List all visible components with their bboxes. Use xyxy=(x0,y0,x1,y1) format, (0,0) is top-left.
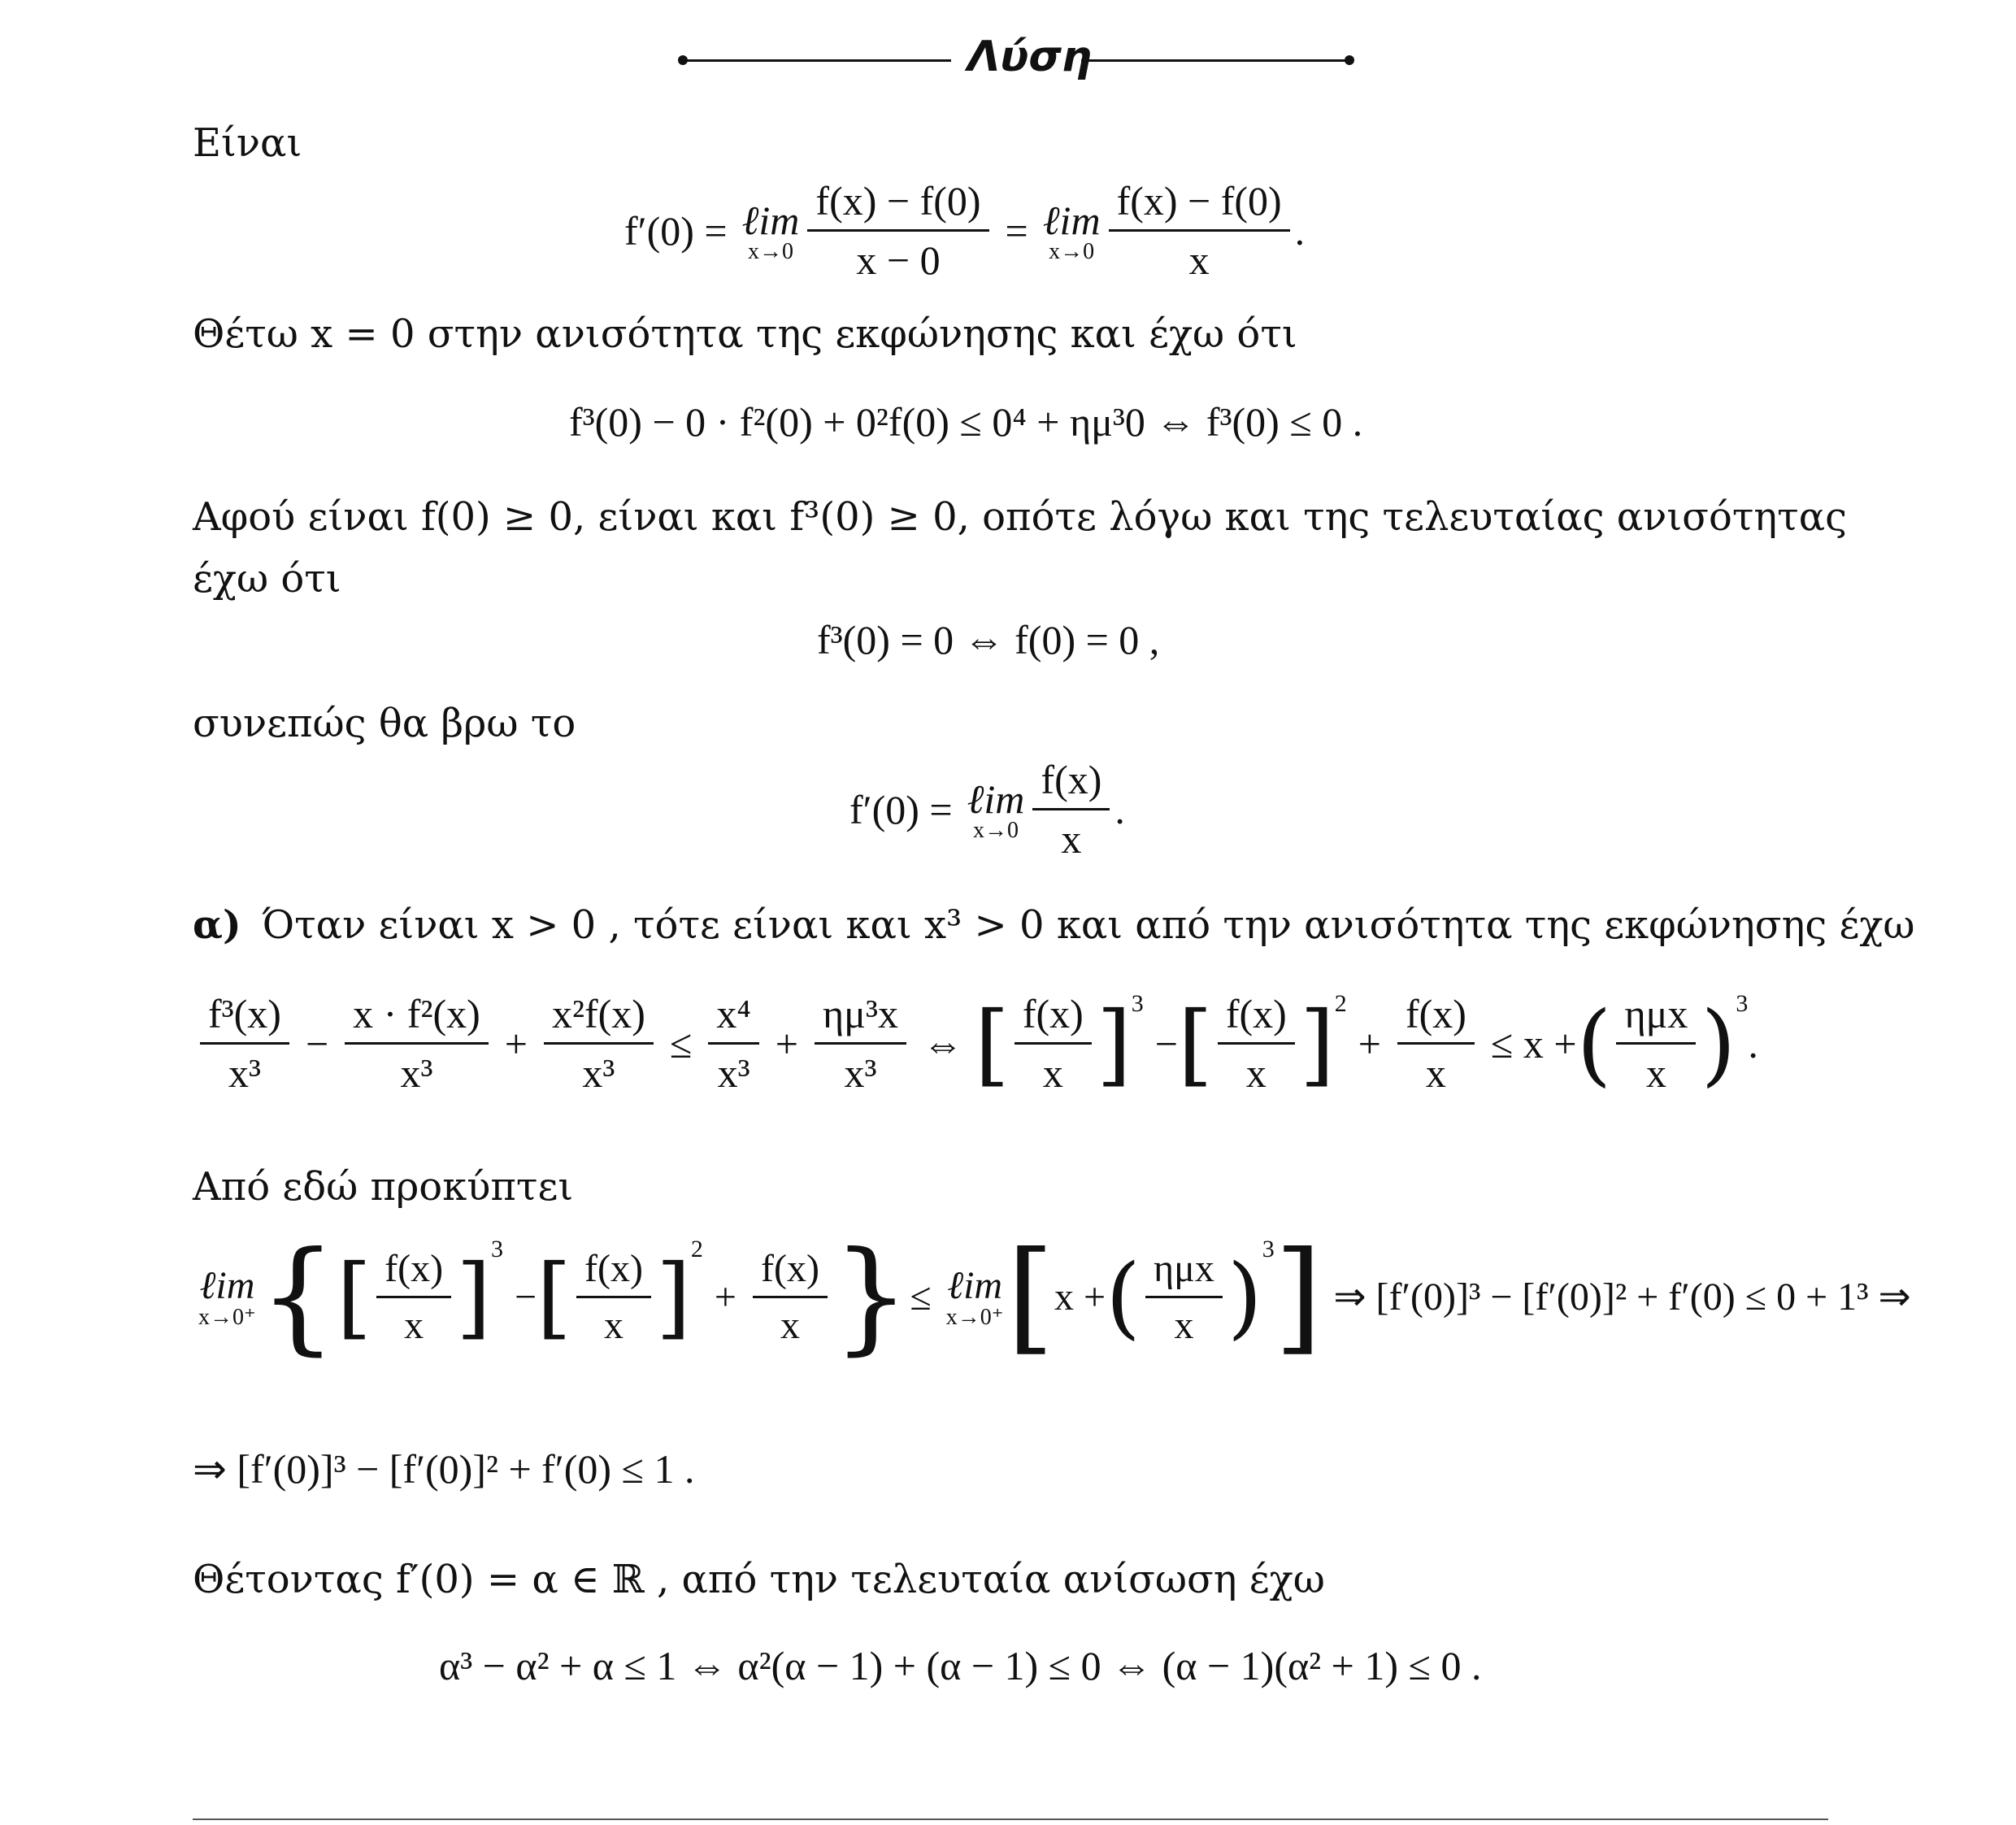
text-line-7: Από εδώ προκύπτει xyxy=(193,1164,574,1210)
equation-derivative-inequality: ⇒ [f′(0)]³ − [f′(0)]² + f′(0) ≤ 1 . xyxy=(193,1446,695,1492)
part-a-label: α) xyxy=(193,902,241,948)
equation-f0-zero: f³(0) = 0 ⇔ f(0) = 0 , xyxy=(817,617,1160,663)
equation-alpha-inequality: α³ − α² + α ≤ 1 ⇔ α²(α − 1) + (α − 1) ≤ 0 ⇔ (α − 1)(α² + 1) ≤ 0 . xyxy=(439,1643,1482,1688)
eq6-limit-1: ℓim x→0⁺ xyxy=(198,1263,256,1330)
eq1-fraction-1: $\frac{f(x) - f(0)}{x - 0}$ xyxy=(807,177,988,284)
footer-rule xyxy=(193,1818,1828,1820)
text-line-3: Αφού είναι f(0) ≥ 0, είναι και f³(0) ≥ 0, οπότε λόγω και της τελευταίας ανισότητας xyxy=(193,494,1848,540)
eq5-bracket-frac-2: $\frac{f(x)}{x}$ xyxy=(1218,990,1295,1097)
eq5-frac-2: $\frac{\text{x · f²(x)}}{\text{x³}}$ xyxy=(345,990,489,1097)
equation-divided-inequality: $\frac{\text{f³(x)}}{\text{x³}}$ − $\frac{\text{x · f²(x)}}{\text{x³}}$ + $\frac{\text{x²f(x)}}{\text{x³}}$ ≤ $\frac{\text{x⁴}}{\text{x³}}$ + $\frac{\text{ημ³x}}{\text{x³}}$ ⇔ [ $\frac{f(x)}{x}$ ] $^3$ − [ $\frac{f(x)}{x}$ ] $^2$ + $\frac{f(x)}{x}$ ≤ x + ( $\frac{\text{ημx}}{x}$ ) $^3$ . xyxy=(195,990,1758,1097)
equation-limit-inequality: ℓim x→0⁺ { [ $\frac{f(x)}{x}$ ] $^3$ − [ $\frac{f(x)}{x}$ ] $^2$ + $\frac{f(x)}{x}$ } ≤ ℓim x→0⁺ [ x + ( $\frac{\text{ημx}}{x}$ ) $^3$ ] ⇒ [f′(0)]³ − [f′(0)]² + f′(0) ≤ 0 + 1³ ⇒ xyxy=(198,1226,1911,1367)
eq6-paren-frac: $\frac{\text{ημx}}{x}$ xyxy=(1145,1246,1223,1348)
eq1-end: . xyxy=(1294,207,1306,254)
eq6-frac-1: $\frac{f(x)}{x}$ xyxy=(376,1246,451,1348)
text-line-5: συνεπώς θα βρω το xyxy=(193,701,576,746)
header-rule-left xyxy=(683,59,951,62)
equation-derivative-target xyxy=(849,756,1125,863)
eq5-frac-1: $\frac{\text{f³(x)}}{\text{x³}}$ xyxy=(200,990,289,1097)
text-line-4: έχω ότι xyxy=(193,556,341,602)
text-line-2: Θέτω x = 0 στην ανισότητα της εκφώνησης και έχω ότι xyxy=(193,311,1297,357)
header-dot-left xyxy=(678,55,688,65)
eq4-end: . xyxy=(1114,786,1125,832)
header-dot-right xyxy=(1345,55,1354,65)
eq6-limit-2: ℓim x→0⁺ xyxy=(945,1263,1004,1330)
text-line-8: Θέτοντας f′(0) = α ∈ ℝ , από την τελευταία ανίσωση έχω xyxy=(193,1557,1325,1602)
eq1-lhs: f′(0) = xyxy=(624,207,728,254)
eq5-frac-3: $\frac{\text{x²f(x)}}{\text{x³}}$ xyxy=(544,990,654,1097)
eq4-fraction: $\frac{f(x)}{x}$ xyxy=(1032,756,1110,863)
header-rule-right xyxy=(1081,59,1349,62)
eq5-frac-6: $\frac{f(x)}{x}$ xyxy=(1397,990,1475,1097)
eq4-limit: ℓim x→0 xyxy=(967,776,1025,843)
eq1-limit: ℓim x→0 xyxy=(741,197,800,264)
eq5-paren-frac: $\frac{\text{ημx}}{x}$ xyxy=(1616,990,1696,1097)
eq4-lhs: f′(0) = xyxy=(849,786,953,832)
text-line-6: Όταν είναι x > 0 , τότε είναι και x³ > 0 και από την ανισότητα της εκφώνησης έχω xyxy=(262,902,1915,948)
eq6-frac-2: $\frac{f(x)}{x}$ xyxy=(576,1246,651,1348)
text-line-1: Είναι xyxy=(193,120,302,166)
eq6-tail: ⇒ [f′(0)]³ − [f′(0)]² + f′(0) ≤ 0 + 1³ ⇒ xyxy=(1333,1275,1911,1319)
eq5-frac-5: $\frac{\text{ημ³x}}{\text{x³}}$ xyxy=(815,990,906,1097)
equation-substitution: f³(0) − 0 · f²(0) + 0²f(0) ≤ 0⁴ + ημ³0 ⇔ f³(0) ≤ 0 . xyxy=(569,399,1363,445)
eq1-fraction-2: $\frac{f(x) - f(0)}{x}$ xyxy=(1109,177,1290,284)
eq1-equals: = xyxy=(1005,207,1028,254)
equation-derivative-definition xyxy=(624,177,1305,284)
eq6-frac-3: $\frac{f(x)}{x}$ xyxy=(753,1246,828,1348)
header-title: Λύση xyxy=(967,33,1092,81)
eq5-frac-4: $\frac{\text{x⁴}}{\text{x³}}$ xyxy=(708,990,758,1097)
eq5-bracket-frac-1: $\frac{f(x)}{x}$ xyxy=(1015,990,1092,1097)
eq1-limit-2: ℓim x→0 xyxy=(1042,197,1101,264)
